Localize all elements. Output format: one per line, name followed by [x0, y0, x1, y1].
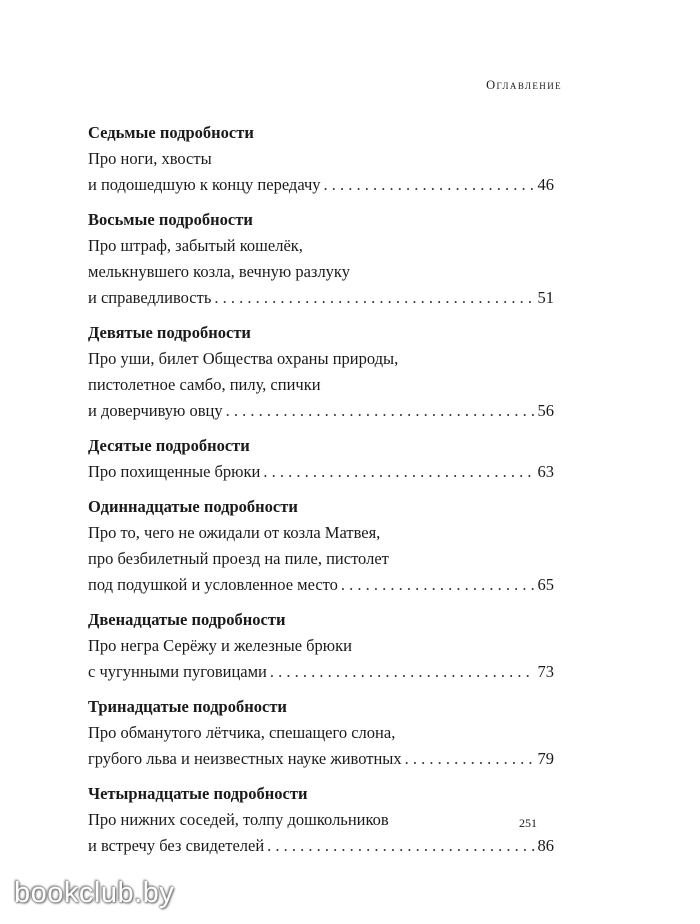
toc-entry [88, 781, 554, 859]
toc-entry [88, 320, 554, 424]
toc-entry-final-line [88, 285, 554, 311]
toc-entry-page-number: 51 [537, 288, 554, 307]
dot-leader [324, 172, 535, 198]
toc-entry-page-number: 73 [537, 662, 554, 681]
toc-entry-title: Десятые подробности [88, 436, 250, 455]
table-of-contents [88, 120, 554, 868]
toc-entry-description-line: Про нижних соседей, толпу дошкольников [88, 810, 389, 829]
toc-entry-description-line: Про то, чего не ожидали от козла Матвея, [88, 523, 381, 542]
toc-entry-description-line: про безбилетный проезд на пиле, пистолет [88, 549, 389, 568]
toc-entry-description-line: под подушкой и условленное место [88, 575, 338, 594]
running-header: Оглавление [486, 78, 562, 92]
dot-leader [270, 659, 535, 685]
toc-entry-page-number: 79 [537, 749, 554, 768]
toc-entry-final-line [88, 459, 554, 485]
toc-entry-description-line: Про похищенные брюки [88, 462, 261, 481]
toc-entry-final-line [88, 172, 554, 198]
toc-entry [88, 433, 554, 485]
watermark: bookclub.by [14, 877, 175, 909]
toc-entry-page-number: 65 [537, 575, 554, 594]
toc-entry-description-line: Про штраф, забытый кошелёк, [88, 236, 303, 255]
toc-entry-title: Четырнадцатые подробности [88, 784, 308, 803]
toc-entry-final-line [88, 833, 554, 859]
toc-entry [88, 494, 554, 598]
toc-entry-description-line: и подошедшую к концу передачу [88, 175, 321, 194]
page-number: 251 [519, 816, 537, 830]
toc-entry-description-line: с чугунными пуговицами [88, 662, 267, 681]
toc-entry-description-line: Про уши, билет Общества охраны природы, [88, 349, 399, 368]
toc-entry-title: Восьмые подробности [88, 210, 253, 229]
toc-entry-final-line [88, 746, 554, 772]
dot-leader [341, 572, 535, 598]
toc-entry [88, 607, 554, 685]
toc-entry-description-line: и доверчивую овцу [88, 401, 223, 420]
toc-entry-page-number: 56 [537, 401, 554, 420]
toc-entry-page-number: 86 [537, 836, 554, 855]
dot-leader [405, 746, 535, 772]
toc-entry-page-number: 46 [537, 175, 554, 194]
toc-entry-title: Одиннадцатые подробности [88, 497, 298, 516]
toc-entry-title: Тринадцатые подробности [88, 697, 287, 716]
toc-entry-description-line: и справедливость [88, 288, 212, 307]
toc-entry-title: Двенадцатые подробности [88, 610, 286, 629]
toc-entry-description-line: пистолетное самбо, пилу, спички [88, 375, 321, 394]
toc-entry-description-line: Про ноги, хвосты [88, 149, 212, 168]
toc-entry-description-line: грубого льва и неизвестных науке животных [88, 749, 402, 768]
toc-entry-description-line: Про обманутого лётчика, спешащего слона, [88, 723, 396, 742]
toc-entry-description-line: мелькнувшего козла, вечную разлуку [88, 262, 350, 281]
toc-entry-description-line: и встречу без свидетелей [88, 836, 265, 855]
toc-entry [88, 120, 554, 198]
toc-entry-final-line [88, 398, 554, 424]
toc-entry-page-number: 63 [537, 462, 554, 481]
toc-entry-title: Седьмые подробности [88, 123, 254, 142]
dot-leader [267, 833, 534, 859]
toc-entry-title: Девятые подробности [88, 323, 251, 342]
toc-entry-description-line: Про негра Серёжу и железные брюки [88, 636, 352, 655]
dot-leader [263, 459, 534, 485]
dot-leader [214, 285, 534, 311]
toc-entry-final-line [88, 659, 554, 685]
toc-entry [88, 694, 554, 772]
toc-entry [88, 207, 554, 311]
dot-leader [226, 398, 535, 424]
toc-entry-final-line [88, 572, 554, 598]
